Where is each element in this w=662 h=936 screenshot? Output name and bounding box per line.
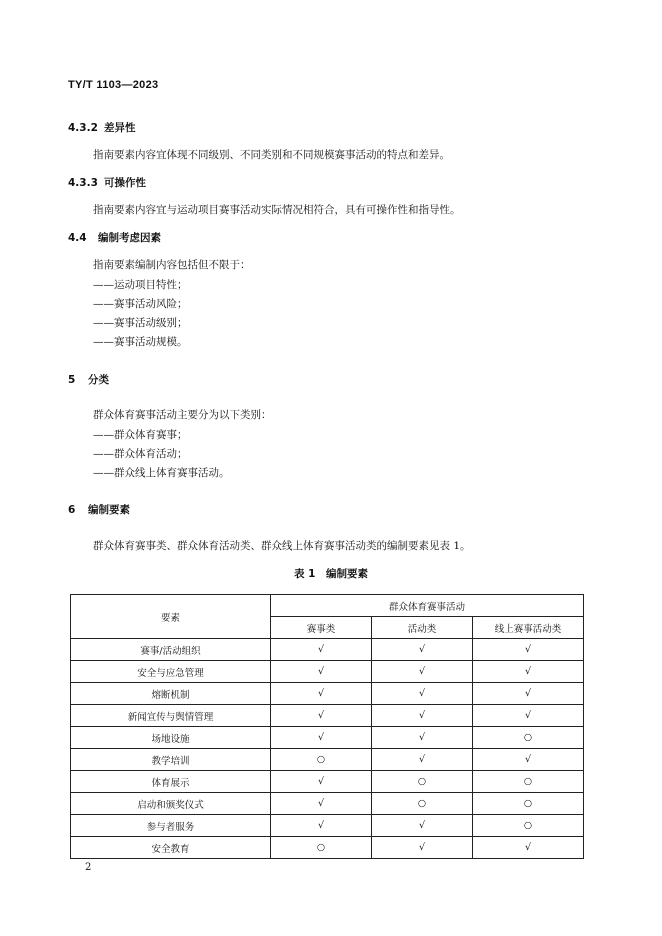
table-cell: ○ (372, 793, 473, 815)
table-cell: √ (271, 771, 372, 793)
table-cell: √ (372, 705, 473, 727)
row-label: 安全教育 (71, 837, 271, 859)
table-cell: √ (473, 661, 584, 683)
section-paragraph-4-3-3: 指南要素内容宜与运动项目赛事活动实际情况相符合，具有可操作性和指导性。 (93, 204, 461, 216)
section-paragraph-4-3-2: 指南要素内容宜体现不同级别、不同类别和不同规模赛事活动的特点和差异。 (93, 149, 450, 161)
table-cell: √ (372, 815, 473, 837)
list-item: ——赛事活动风险； (93, 298, 188, 310)
table-cell: √ (271, 639, 372, 661)
section-number: 4.3.3 (68, 177, 98, 189)
table-cell: √ (271, 661, 372, 683)
table-cell: ○ (473, 793, 584, 815)
elements-table (70, 594, 584, 859)
table-row (71, 683, 584, 705)
section-heading-4-3-2 (68, 120, 136, 135)
section-number: 4.3.2 (68, 122, 98, 134)
table-cell: √ (372, 683, 473, 705)
table-cell: √ (372, 661, 473, 683)
table-row (71, 639, 584, 661)
row-label: 体育展示 (71, 771, 271, 793)
table-cell: √ (473, 837, 584, 859)
table-header-col: 活动类 (372, 617, 473, 639)
list-item: ——赛事活动级别； (93, 317, 188, 329)
row-label: 安全与应急管理 (71, 661, 271, 683)
table-cell: √ (372, 639, 473, 661)
table-cell: √ (473, 639, 584, 661)
table-row (71, 661, 584, 683)
section-intro-4-4: 指南要素编制内容包括但不限于： (93, 259, 251, 271)
section-heading-4-4 (68, 230, 161, 245)
section-title: 分类 (88, 374, 109, 386)
row-label: 场地设施 (71, 727, 271, 749)
table-caption: 表 1 编制要素 (294, 568, 368, 580)
table-cell: √ (271, 793, 372, 815)
table-row (71, 815, 584, 837)
section-heading-6 (68, 502, 130, 517)
table-cell: √ (271, 727, 372, 749)
row-label: 新闻宣传与舆情管理 (71, 705, 271, 727)
table-cell: √ (473, 683, 584, 705)
section-heading-5 (68, 372, 109, 387)
list-item: ——群众线上体育赛事活动。 (93, 467, 230, 479)
table-row (71, 771, 584, 793)
section-heading-4-3-3 (68, 175, 146, 190)
table-cell: √ (473, 749, 584, 771)
table-cell: ○ (271, 837, 372, 859)
table-header-group: 群众体育赛事活动 (271, 595, 584, 617)
table-header-elements: 要素 (71, 595, 271, 639)
list-item: ——群众体育赛事； (93, 429, 188, 441)
table-cell: √ (473, 705, 584, 727)
table-cell: ○ (473, 815, 584, 837)
section-paragraph-6: 群众体育赛事类、群众体育活动类、群众线上体育赛事活动类的编制要素见表 1。 (93, 540, 471, 552)
table-row (71, 837, 584, 859)
list-item: ——群众体育活动； (93, 448, 188, 460)
section-number: 6 (68, 504, 76, 516)
row-label: 赛事/活动组织 (71, 639, 271, 661)
row-label: 熔断机制 (71, 683, 271, 705)
section-title: 编制考虑因素 (98, 232, 161, 244)
table-cell: √ (271, 683, 372, 705)
table-cell: ○ (473, 727, 584, 749)
table-cell: ○ (271, 749, 372, 771)
table-cell: √ (372, 749, 473, 771)
table-cell: √ (271, 705, 372, 727)
row-label: 启动和颁奖仪式 (71, 793, 271, 815)
table-header-col: 线上赛事活动类 (473, 617, 584, 639)
page-number: 2 (85, 862, 92, 873)
section-number: 4.4 (68, 232, 87, 244)
table-row (71, 705, 584, 727)
table-header-col: 赛事类 (271, 617, 372, 639)
section-title: 编制要素 (88, 504, 130, 516)
table-cell: ○ (473, 771, 584, 793)
section-title: 差异性 (104, 122, 136, 134)
standard-number: TY/T 1103—2023 (68, 79, 159, 91)
table-cell: ○ (372, 771, 473, 793)
table-cell: √ (372, 837, 473, 859)
row-label: 参与者服务 (71, 815, 271, 837)
section-number: 5 (68, 374, 76, 386)
table-cell: √ (372, 727, 473, 749)
table-row (71, 727, 584, 749)
table-row (71, 749, 584, 771)
list-item: ——赛事活动规模。 (93, 336, 188, 348)
section-intro-5: 群众体育赛事活动主要分为以下类别： (93, 409, 272, 421)
list-item: ——运动项目特性； (93, 279, 188, 291)
row-label: 教学培训 (71, 749, 271, 771)
table-row (71, 793, 584, 815)
table-cell: √ (271, 815, 372, 837)
section-title: 可操作性 (104, 177, 146, 189)
